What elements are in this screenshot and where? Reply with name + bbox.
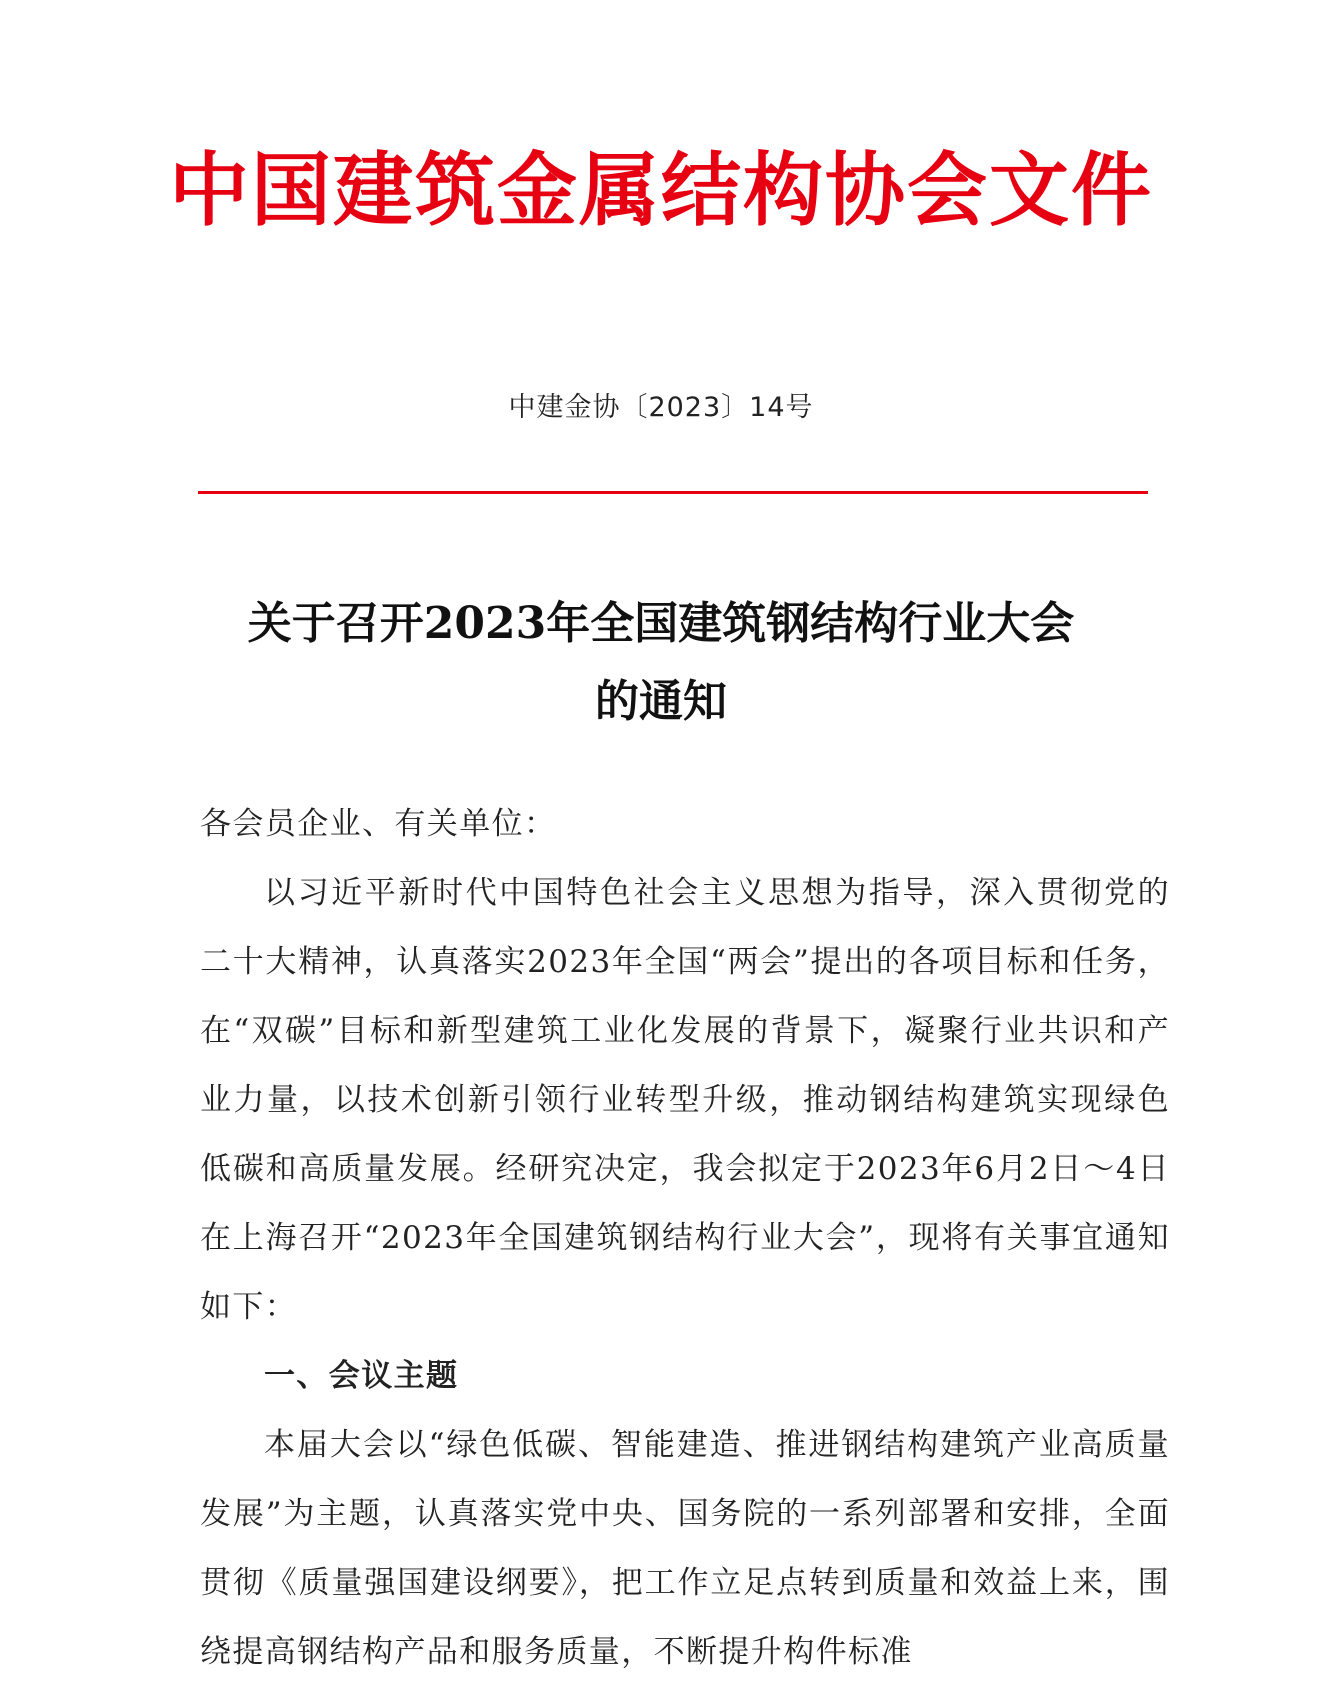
notice-title-line-1: 关于召开2023年全国建筑钢结构行业大会 <box>247 598 1075 649</box>
notice-title <box>190 585 1132 741</box>
paragraph-theme: 本届大会以“绿色低碳、智能建造、推进钢结构建筑产业高质量发展”为主题，认真落实党中央、国务院的一系列部署和安排，全面贯彻《质量强国建设纲要》，把工作立足点转到质量和效益上来，围绕提高钢结构产品和服务质量，不断提升构件标准 <box>200 1427 1170 1670</box>
notice-title-line-2: 的通知 <box>595 676 727 727</box>
org-file-title: 中国建筑金属结构协会文件 <box>169 143 1153 237</box>
document-number: 中建金协〔2023〕14号 <box>508 392 814 423</box>
section-heading-1: 一、会议主题 <box>264 1358 459 1394</box>
document-body <box>200 790 1170 1687</box>
salutation: 各会员企业、有关单位： <box>200 806 557 842</box>
red-divider-line <box>198 491 1148 494</box>
paragraph-intro: 以习近平新时代中国特色社会主义思想为指导，深入贯彻党的二十大精神，认真落实2023年全国“两会”提出的各项目标和任务，在“双碳”目标和新型建筑工业化发展的背景下，凝聚行业共识和产业力量，以技术创新引领行业转型升级，推动钢结构建筑实现绿色低碳和高质量发展。经研究决定，我会拟定于2023年6月2日～4日在上海召开“2023年全国建筑钢结构行业大会”，现将有关事宜通知如下： <box>200 875 1170 1325</box>
